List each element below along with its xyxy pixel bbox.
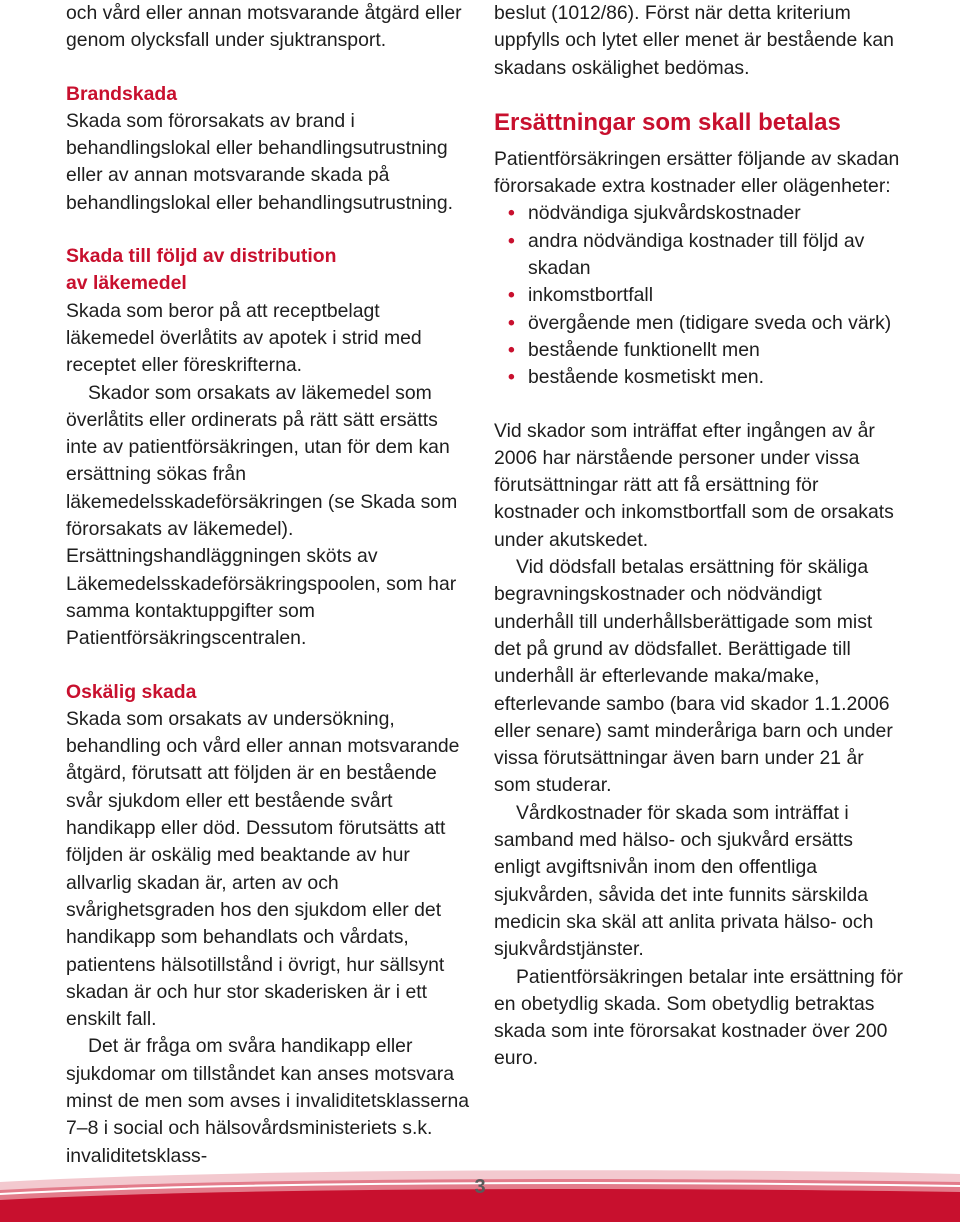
intro-text: och vård eller annan motsvarande åtgärd eller genom olycksfall under sjuktransport. (66, 2, 462, 52)
list-item: • bestående kosmetiskt men. (508, 364, 904, 391)
continuation-text: beslut (1012/86). Först när detta kriterium uppfylls och lytet eller menet är bestående kan skadans oskälighet bedömas. (494, 2, 894, 79)
compensation-paragraph-3: Vårdkostnader för skada som inträffat i samband med hälso- och sjukvård ersätts enligt avgiftsnivån inom den offentliga sjukvården, såvida det inte funnits särskilda medicin ska skäl att anlita privata hälso- och sjukvårdstjänster. (494, 801, 874, 961)
compensation-paragraph-2: Vid dödsfall betalas ersättning för skäliga begravningskostnader och nödvändigt underhåll till underhållsberättigade som mist det på grund av dödsfallet. Berättigade till underhåll är efterlevande maka/make, efterlevande sambo (bara vid skador 1.1.2006 eller senare) samt minderåriga barn och under vissa förutsättningar även barn under 21 år som studerar. (494, 556, 893, 797)
compensation-paragraph-1: Vid skador som inträffat efter ingången av år 2006 har närstående personer under vissa förutsättningar rätt att få ersättning för kostnader och inkomstbortfall som de orsakats under akutskedet. (494, 419, 894, 551)
brandskada-heading: Brandskada (66, 82, 178, 105)
oskalig-heading: Oskälig skada (66, 680, 197, 703)
list-item: • nödvändiga sjukvårdskostnader (508, 200, 904, 227)
distribution-heading-line2: av läkemedel (66, 272, 187, 295)
page-number: 3 (474, 1176, 486, 1198)
left-column (66, 0, 470, 1170)
list-item: • övergående men (tidigare sveda och värk) (508, 310, 904, 337)
bullet-icon: • (508, 311, 515, 334)
compensation-list (494, 200, 904, 391)
list-item: • inkomstbortfall (508, 282, 904, 309)
bullet-icon: • (508, 229, 515, 252)
list-item: • bestående funktionellt men (508, 337, 904, 364)
bullet-icon: • (508, 284, 515, 307)
list-item: • andra nödvändiga kostnader till följd av skadan (508, 229, 865, 280)
bullet-icon: • (508, 202, 515, 225)
bullet-icon: • (508, 366, 515, 389)
distribution-text: Skada som beror på att receptbelagt läkemedel överlåtits av apotek i strid med receptet eller föreskrifterna. (66, 299, 422, 377)
compensation-heading: Ersättningar som skall betalas (494, 108, 841, 136)
oskalig-text: Skada som orsakats av undersökning, behandling och vård eller annan motsvarande åtgärd, förutsatt att följden är en bestående svår sjukdom eller ett bestående svårt handikapp eller död. Dessutom förutsätts att följden är oskälig med beaktande av hur allvarlig skadan är, arten av och svårighetsgraden hos den sjukdom eller det handikapp som behandlats och vårdats, patientens hälsotillstånd i övrigt, hur sällsynt skadan är och hur stor skaderisken är i ett enskilt fall. (66, 707, 460, 1031)
compensation-paragraph-4: Patientförsäkringen betalar inte ersättning för en obetydlig skada. Som obetydlig betraktas skada som inte förorsakat kostnader över 200 euro. (494, 965, 903, 1070)
brandskada-text: Skada som förorsakats av brand i behandlingslokal eller behandlingsutrustning eller av annan motsvarande skada på behandlingslokal eller behandlingsutrustning. (66, 109, 454, 214)
distribution-heading-line1: Skada till följd av distribution (66, 245, 337, 268)
distribution-paragraph-2: Skador som orsakats av läkemedel som överlåtits eller ordinerats på rätt sätt ersätts inte av patientförsäkringen, utan för dem kan ersättning sökas från läkemedelsskadeförsäkringen (se Skada som förorsakats av läkemedel). Ersättningshandläggningen sköts av Läkemedelsskadeförsäkringspoolen, som har samma kontaktuppgifter som Patientförsäkringscentralen. (66, 381, 458, 650)
oskalig-paragraph-2: Det är fråga om svåra handikapp eller sjukdomar om tillståndet kan anses motsvara minst de men som avses i invaliditetsklasserna 7–8 i social och hälsovårdsministeriets s.k. invaliditetsklass- (66, 1035, 470, 1167)
distribution-heading (66, 243, 470, 298)
right-column (494, 0, 904, 1073)
bullet-icon: • (508, 338, 515, 361)
compensation-intro: Patientförsäkringen ersätter följande av skadan förorsakade extra kostnader eller olägenheter: (494, 147, 900, 198)
